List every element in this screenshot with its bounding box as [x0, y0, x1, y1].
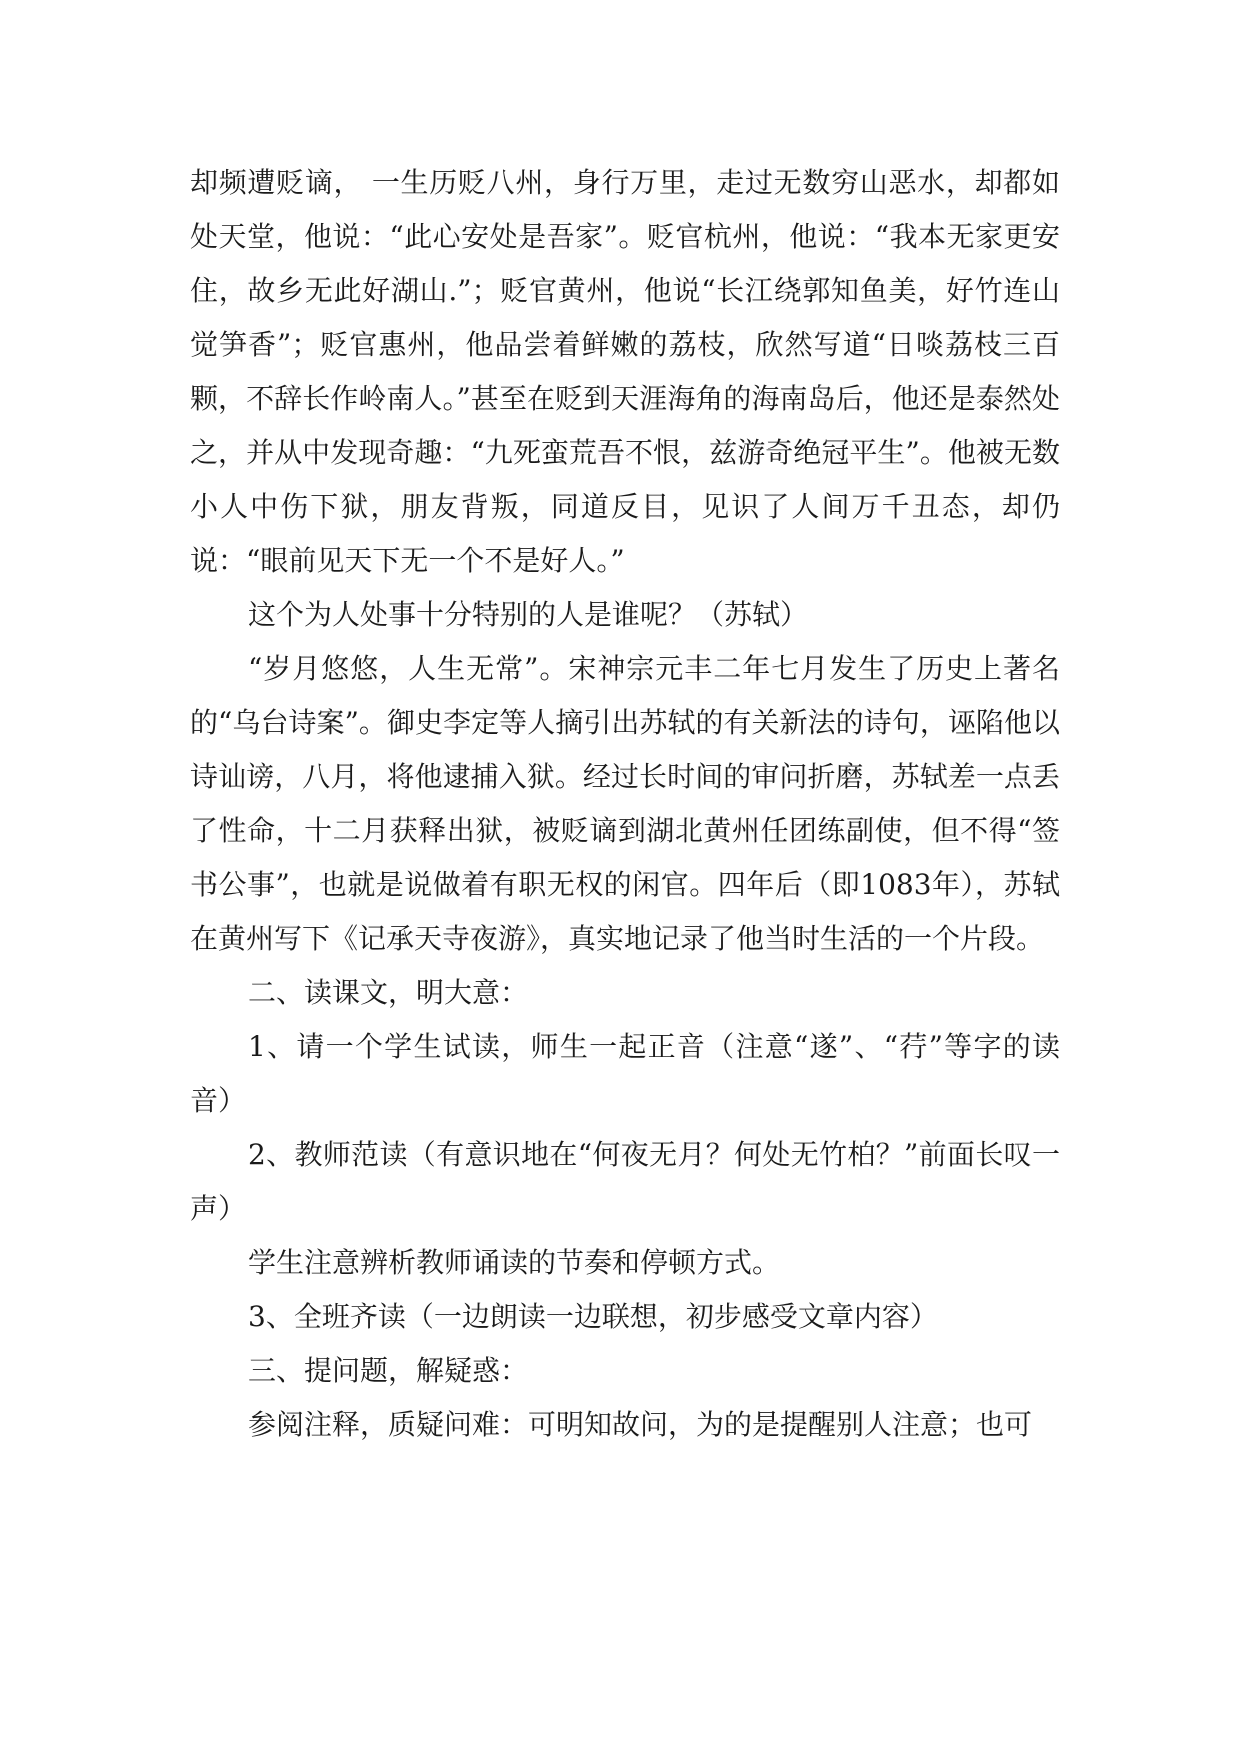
step-class-reading: 3、全班齐读（一边朗读一边联想，初步感受文章内容） — [248, 1300, 938, 1333]
step-student-reading: 1、请一个学生试读，师生一起正音（注意“遂”、“荇”等字的读音） — [190, 1030, 1060, 1117]
document-body — [190, 156, 1060, 1452]
paragraph-question-who: 这个为人处事十分特别的人是谁呢？（苏轼） — [248, 598, 809, 631]
section-heading-read-text: 二、读课文，明大意： — [248, 976, 529, 1009]
note-rhythm: 学生注意辨析教师诵读的节奏和停顿方式。 — [248, 1246, 781, 1279]
paragraph-wutai-case: “岁月悠悠，人生无常”。宋神宗元丰二年七月发生了历史上著名的“乌台诗案”。御史李定等人摘引出苏轼的有关新法的诗句，诬陷他以诗讪谤，八月，将他逮捕入狱。经过长时间的审问折磨，苏轼差一点丢了性命，十二月获释出狱，被贬谪到湖北黄州任团练副使，但不得“签书公事”，也就是说做着有职无权的闲官。四年后（即1083年），苏轼在黄州写下《记承天寺夜游》，真实地记录了他当时生活的一个片段。 — [190, 652, 1060, 955]
paragraph-annotations: 参阅注释，质疑问难：可明知故问，为的是提醒别人注意；也可 — [248, 1408, 1033, 1441]
section-heading-questions: 三、提问题，解疑惑： — [248, 1354, 529, 1387]
step-teacher-reading: 2、教师范读（有意识地在“何夜无月？何处无竹柏？”前面长叹一声） — [190, 1138, 1060, 1225]
paragraph-su-shi-exile: 却频遭贬谪， 一生历贬八州，身行万里，走过无数穷山恶水，却都如处天堂，他说：“此心安处是吾家”。贬官杭州，他说：“我本无家更安住，故乡无此好湖山.”；贬官黄州，他说“长江绕郭知鱼美，好竹连山觉笋香”；贬官惠州，他品尝着鲜嫩的荔枝，欣然写道“日啖荔枝三百颗，不辞长作岭南人。”甚至在贬到天涯海角的海南岛后，他还是泰然处之，并从中发现奇趣：“九死蛮荒吾不恨，兹游奇绝冠平生”。他被无数小人中伤下狱，朋友背叛，同道反目，见识了人间万千丑态，却仍说：“眼前见天下无一个不是好人。” — [190, 166, 1060, 577]
